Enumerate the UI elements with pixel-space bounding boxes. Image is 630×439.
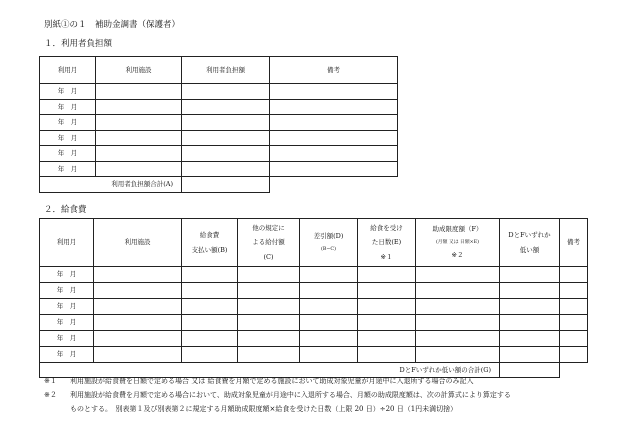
cell	[270, 130, 398, 146]
row-month: 年 月	[40, 267, 94, 283]
cell	[96, 146, 182, 162]
cell	[300, 347, 358, 363]
cell	[300, 331, 358, 347]
cell	[238, 299, 300, 315]
cell	[358, 331, 416, 347]
header-deduction	[300, 219, 358, 267]
cell	[238, 283, 300, 299]
header-other-benefit-line3: (C)	[263, 252, 274, 261]
cell	[96, 130, 182, 146]
cell	[96, 161, 182, 177]
cell	[416, 283, 500, 299]
cell	[94, 267, 182, 283]
cell	[500, 267, 560, 283]
user-burden-table	[39, 56, 398, 193]
cell	[358, 283, 416, 299]
cell	[238, 331, 300, 347]
header-days	[358, 219, 416, 267]
cell	[182, 161, 270, 177]
row-month: 年 月	[40, 331, 94, 347]
cell	[270, 146, 398, 162]
row-month: 年 月	[40, 84, 96, 100]
cell	[358, 347, 416, 363]
table-row	[40, 130, 398, 146]
cell	[500, 331, 560, 347]
document-title: 別紙①の１ 補助金調書（保護者）	[44, 20, 181, 30]
cell	[416, 347, 500, 363]
row-month: 年 月	[40, 315, 94, 331]
cell	[270, 99, 398, 115]
header-other-benefit-line1: 他の規定に	[252, 224, 285, 233]
row-month: 年 月	[40, 146, 96, 162]
cell	[182, 331, 238, 347]
header-limit-line3: ※２	[451, 251, 464, 260]
blank	[270, 177, 398, 193]
header-limit-line1: 助成限度額（F）	[432, 225, 483, 234]
cell	[560, 347, 588, 363]
cell	[182, 146, 270, 162]
note-2-text-line1: 利用施設が給食費を月額で定める場合において、助成対象児童が月途中に入退所する場合、月額の助成限度額は、次の計算式により算定する	[70, 391, 511, 399]
cell	[416, 267, 500, 283]
cell	[270, 115, 398, 131]
header-meal-paid-line2: 支払い額(B)	[191, 245, 228, 254]
header-lower-amount-line1: DとFいずれか	[508, 231, 551, 240]
header-limit-line2: (月額 又は 日額×E)	[435, 239, 480, 245]
cell	[94, 283, 182, 299]
table-row	[40, 99, 398, 115]
header-lower-amount	[500, 219, 560, 267]
row-month: 年 月	[40, 130, 96, 146]
header-days-line2: た日数(E)	[371, 238, 402, 247]
header-days-line1: 給食を受け	[370, 224, 403, 233]
table-row	[40, 315, 588, 331]
cell	[300, 315, 358, 331]
table-row	[40, 84, 398, 100]
total-value-a	[182, 177, 270, 193]
header-days-line3: ※１	[380, 252, 393, 261]
header-month: 利用月	[40, 219, 94, 267]
section-2-title: ２．給食費	[44, 205, 87, 215]
header-deduction-line1: 差引額(D)	[313, 232, 344, 241]
cell	[238, 347, 300, 363]
row-month: 年 月	[40, 99, 96, 115]
table-row	[40, 161, 398, 177]
cell	[182, 115, 270, 131]
cell	[500, 283, 560, 299]
header-lower-amount-line2: 低い額	[519, 245, 540, 254]
row-month: 年 月	[40, 161, 96, 177]
total-value-g	[500, 363, 560, 378]
total-label-g: DとFいずれか低い額の合計(G)	[40, 363, 500, 378]
meal-cost-table	[39, 218, 588, 378]
header-user-burden: 利用者負担額	[182, 57, 270, 84]
table-row	[40, 347, 588, 363]
header-other-benefit	[238, 219, 300, 267]
cell	[358, 267, 416, 283]
header-facility: 利用施設	[94, 219, 182, 267]
cell	[416, 331, 500, 347]
cell	[182, 347, 238, 363]
cell	[500, 347, 560, 363]
cell	[94, 331, 182, 347]
header-limit	[416, 219, 500, 267]
table-row	[40, 267, 588, 283]
cell	[500, 299, 560, 315]
header-meal-paid-line1: 給食費	[199, 231, 220, 240]
blank	[560, 363, 588, 378]
cell	[560, 299, 588, 315]
cell	[560, 267, 588, 283]
cell	[182, 84, 270, 100]
cell	[96, 115, 182, 131]
cell	[560, 331, 588, 347]
cell	[94, 347, 182, 363]
cell	[96, 99, 182, 115]
cell	[358, 315, 416, 331]
cell	[560, 283, 588, 299]
cell	[94, 299, 182, 315]
table-row	[40, 115, 398, 131]
note-2-text-line2: ものとする。 別表第１及び別表第２に規定する月額助成限度額×給食を受けた日数（上限 20 日）÷20 日（1円未満切捨）	[70, 405, 458, 413]
header-meal-paid	[182, 219, 238, 267]
note-1-text: 利用施設が給食費を日額で定める場合 又は 給食費を月額で定める施設において助成対象児童が月途中に入退所する場合のみ記入	[70, 377, 474, 385]
cell	[182, 299, 238, 315]
cell	[270, 84, 398, 100]
row-month: 年 月	[40, 115, 96, 131]
table-row	[40, 146, 398, 162]
note-1-mark: ※１	[44, 377, 57, 385]
cell	[182, 130, 270, 146]
cell	[94, 315, 182, 331]
table-row	[40, 283, 588, 299]
header-facility: 利用施設	[96, 57, 182, 84]
section-1-title: １．利用者負担額	[44, 39, 113, 49]
row-month: 年 月	[40, 283, 94, 299]
header-deduction-line2: (B−C)	[321, 246, 336, 252]
table-row	[40, 299, 588, 315]
cell	[358, 299, 416, 315]
cell	[270, 161, 398, 177]
row-month: 年 月	[40, 299, 94, 315]
cell	[500, 315, 560, 331]
cell	[300, 283, 358, 299]
cell	[416, 299, 500, 315]
table-row	[40, 331, 588, 347]
cell	[182, 283, 238, 299]
cell	[96, 84, 182, 100]
cell	[416, 315, 500, 331]
cell	[560, 315, 588, 331]
cell	[182, 99, 270, 115]
cell	[300, 299, 358, 315]
header-other-benefit-line2: よる給付額	[252, 238, 285, 247]
note-2-mark: ※２	[44, 391, 57, 399]
cell	[238, 315, 300, 331]
header-month: 利用月	[40, 57, 96, 84]
header-remarks: 備考	[560, 219, 588, 267]
row-month: 年 月	[40, 347, 94, 363]
cell	[182, 267, 238, 283]
total-label-a: 利用者負担額合計(A)	[40, 177, 182, 193]
cell	[300, 267, 358, 283]
cell	[182, 315, 238, 331]
cell	[238, 267, 300, 283]
header-remarks: 備考	[270, 57, 398, 84]
